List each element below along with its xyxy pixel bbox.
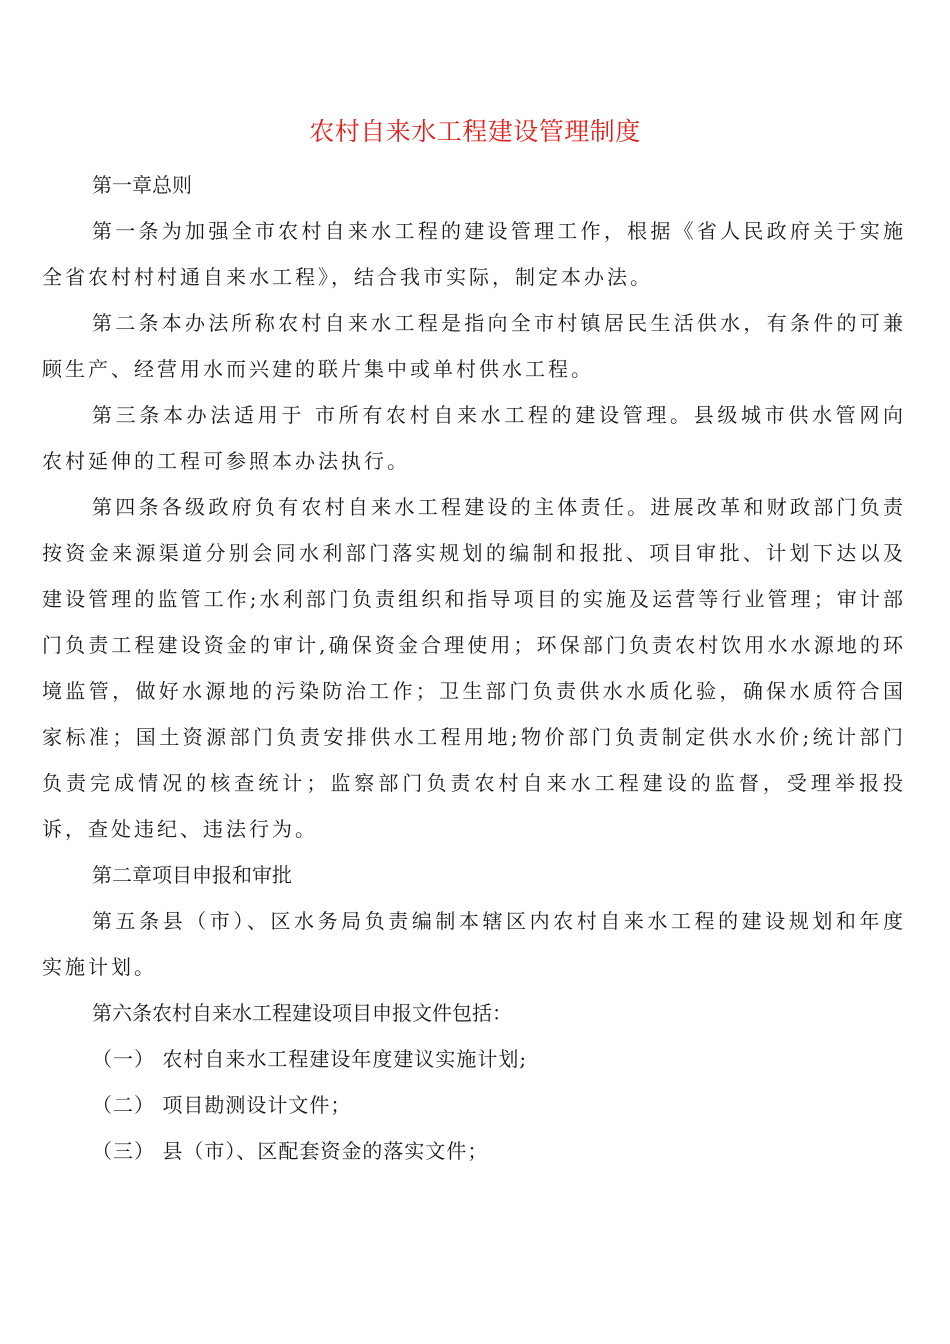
article-6: 第六条农村自来水工程建设项目申报文件包括：	[92, 1001, 512, 1025]
article-5: 第五条县（市）、区水务局负责编制本辖区内农村自来水工程的建设规划和年度实施计划。	[42, 909, 906, 979]
chapter-heading-1: 第一章总则	[92, 173, 192, 197]
article-1: 第一条为加强全市农村自来水工程的建设管理工作，根据《省人民政府关于实施全省农村村村通自来水工程》，结合我市实际，制定本办法。	[42, 219, 906, 289]
article-3: 第三条本办法适用于 市所有农村自来水工程的建设管理。县级城市供水管网向农村延伸的工程可参照本办法执行。	[42, 403, 906, 473]
list-item: （三） 县（市）、区配套资金的落实文件；	[92, 1139, 489, 1163]
article-4: 第四条各级政府负有农村自来水工程建设的主体责任。进展改革和财政部门负责按资金来源渠道分别会同水利部门落实规划的编制和报批、项目审批、计划下达以及建设管理的监管工作;水利部门负责组织和指导项目的实施及运营等行业管理；审计部门负责工程建设资金的审计,确保资金合理使用；环保部门负责农村饮用水水源地的环境监管，做好水源地的污染防治工作；卫生部门负责供水水质化验，确保水质符合国家标准；国土资源部门负责安排供水工程用地;物价部门负责制定供水水价;统计部门负责完成情况的核查统计；监察部门负责农村自来水工程建设的监督，受理举报投诉，查处违纪、违法行为。	[42, 495, 906, 841]
list-item: （一） 农村自来水工程建设年度建议实施计划;	[92, 1047, 528, 1071]
article-2: 第二条本办法所称农村自来水工程是指向全市村镇居民生活供水，有条件的可兼顾生产、经营用水而兴建的联片集中或单村供水工程。	[42, 311, 906, 381]
chapter-heading-2: 第二章项目申报和审批	[92, 863, 292, 887]
document-body	[42, 162, 906, 1174]
list-item: （二） 项目勘测设计文件；	[92, 1093, 352, 1117]
document-title: 农村自来水工程建设管理制度	[309, 117, 641, 146]
